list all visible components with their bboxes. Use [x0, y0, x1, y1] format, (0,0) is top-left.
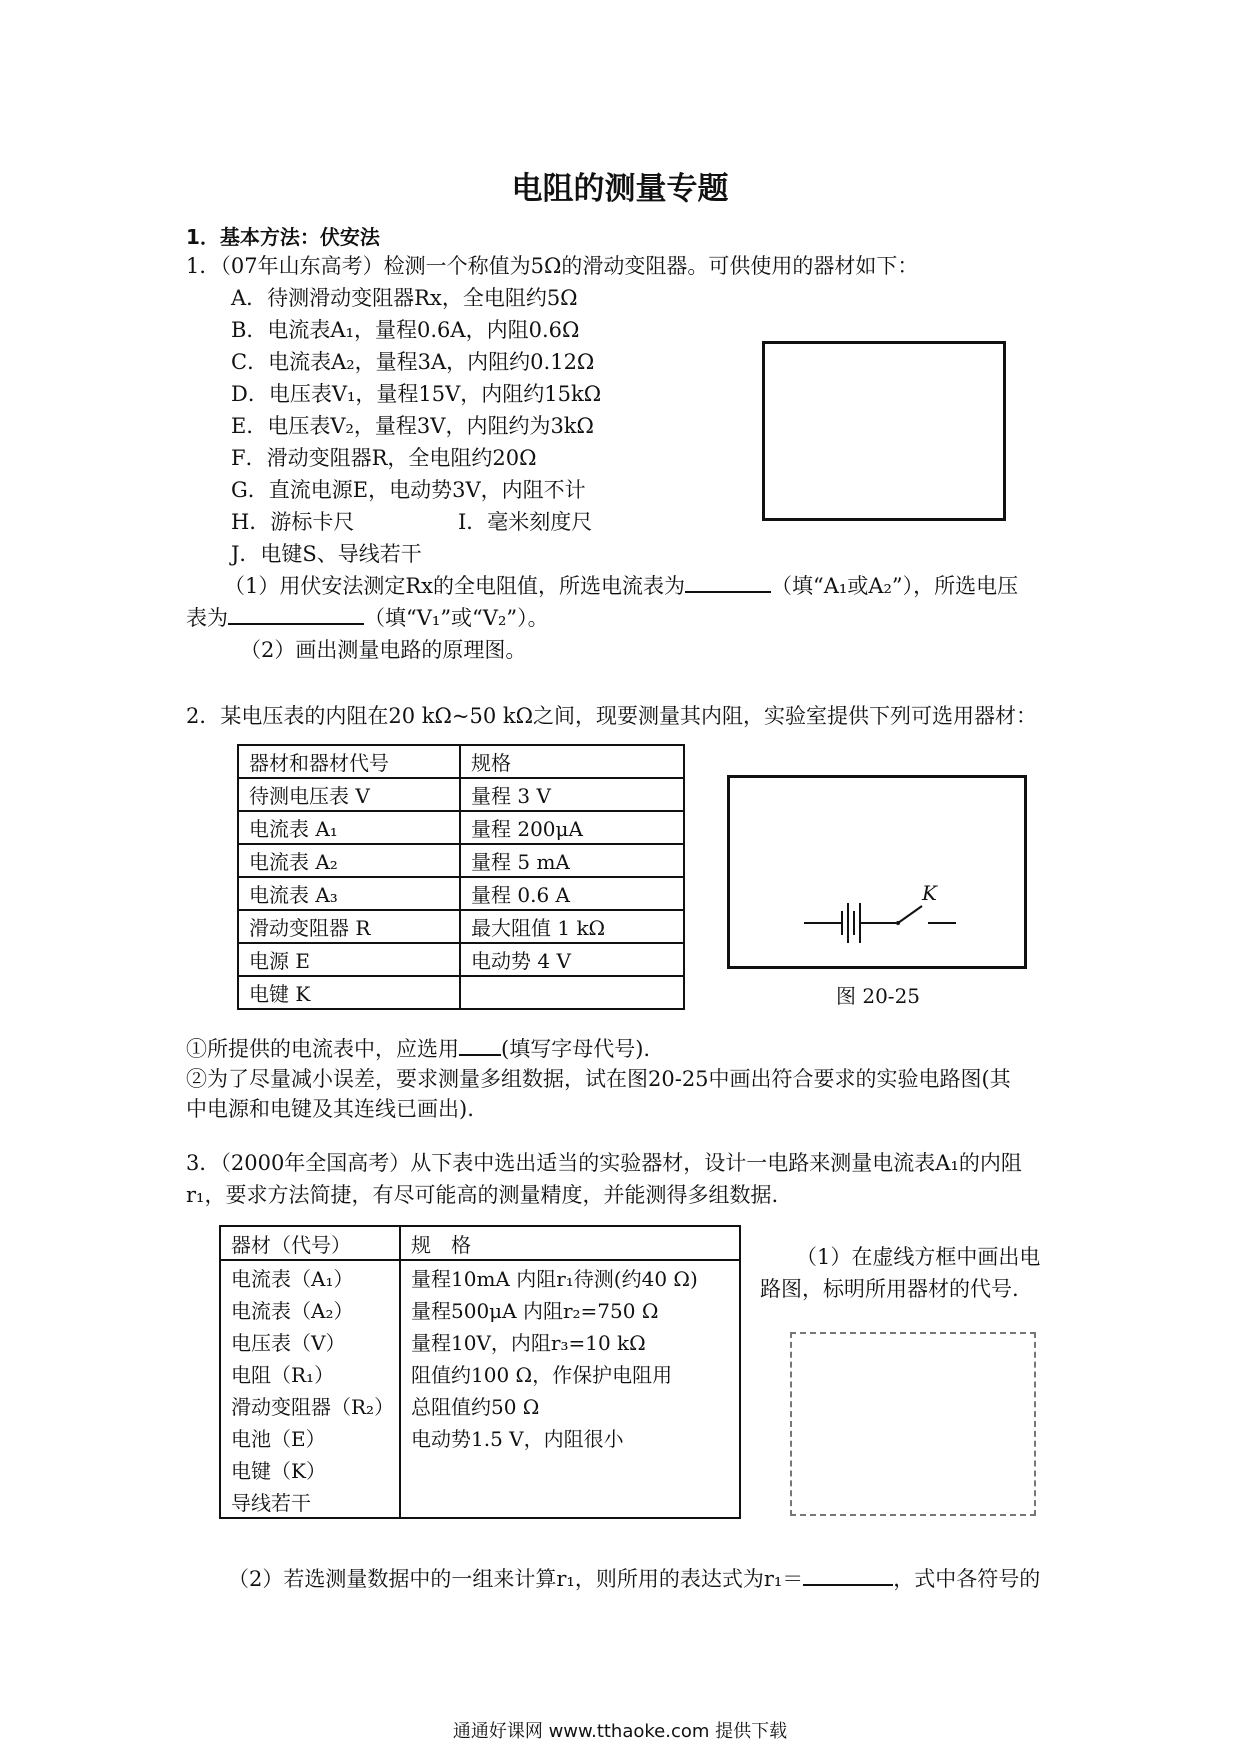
q1-sub2: （2）画出测量电路的原理图。: [240, 638, 527, 662]
table-cell: [400, 1453, 740, 1485]
table-cell: 电压表（V）: [220, 1325, 400, 1357]
page-title: 电阻的测量专题: [511, 171, 729, 207]
q1-sub1-text-a: （1）用伏安法测定Rx的全电阻值，所选电流表为: [224, 574, 686, 598]
table-cell: 滑动变阻器 R: [238, 910, 460, 943]
q2-question-a: [186, 1033, 650, 1065]
table-cell: 最大阻值 1 kΩ: [460, 910, 684, 943]
table-row: [238, 745, 684, 778]
table-cell: 电动势1.5 V，内阻很小: [411, 1426, 624, 1451]
table-row: [238, 844, 684, 877]
table-row: [220, 1389, 740, 1421]
table-cell: 电流表 A₃: [238, 877, 460, 910]
table-cell: 总阻值约50 Ω: [411, 1394, 540, 1419]
q1-item-c: C．电流表A₂，量程3A，内阻约0.12Ω: [231, 350, 595, 374]
table-row: [238, 910, 684, 943]
q3-intro-line2: r₁，要求方法简捷，有尽可能高的测量精度，并能测得多组数据.: [186, 1183, 779, 1207]
q3-equipment-table: [219, 1225, 741, 1519]
q1-intro: 1．（07年山东高考）检测一个称值为5Ω的滑动变阻器。可供使用的器材如下：: [186, 254, 919, 278]
table-cell: 量程 200μA: [460, 811, 684, 844]
table-row: [238, 877, 684, 910]
q3-blank-expression[interactable]: [803, 1566, 893, 1586]
q3-sub2-text-b: ，式中各符号的: [893, 1567, 1041, 1591]
figure-caption: 图 20-25: [836, 984, 921, 1008]
q1-item-e: E．电压表V₂，量程3V，内阻约为3kΩ: [231, 414, 594, 438]
table-row: [238, 976, 684, 1009]
q1-item-i: I．毫米刻度尺: [458, 510, 593, 534]
q3-dashed-answer-box[interactable]: [790, 1332, 1036, 1516]
q2-qa-text-b: (填写字母代号).: [501, 1037, 651, 1061]
table-cell: 电池（E）: [220, 1421, 400, 1453]
footer-text: 通通好课网 www.tthaoke.com 提供下载: [452, 1721, 788, 1742]
table-header-row: [220, 1226, 740, 1260]
table-cell: 量程500μA 内阻r₂=750 Ω: [411, 1298, 659, 1323]
table-cell: 量程10mA 内阻r₁待测(约40 Ω): [411, 1266, 698, 1291]
table-row: [220, 1357, 740, 1389]
q1-answer-box[interactable]: [762, 341, 1006, 521]
q3-side-line1: （1）在虚线方框中画出电: [796, 1245, 1041, 1269]
q1-item-g: G．直流电源E，电动势3V，内阻不计: [231, 478, 586, 502]
table-row: [238, 943, 684, 976]
table-cell: 器材和器材代号: [238, 745, 460, 778]
q1-item-a: A．待测滑动变阻器Rx，全电阻约5Ω: [231, 286, 578, 310]
q1-item-h: H．游标卡尺: [231, 510, 355, 534]
table-cell: 规格: [460, 745, 684, 778]
q2-blank-ammeter[interactable]: [459, 1036, 501, 1056]
q3-intro-line1: 3．（2000年全国高考）从下表中选出适当的实验器材，设计一电路来测量电流表A₁的内阻: [186, 1151, 1022, 1175]
switch-label: K: [922, 881, 937, 905]
table-cell: [400, 1485, 740, 1518]
table-cell: 量程 3 V: [460, 778, 684, 811]
table-cell: 电键 K: [238, 976, 460, 1009]
q3-sub2-text-a: （2）若选测量数据中的一组来计算r₁，则所用的表达式为r₁＝: [228, 1567, 804, 1591]
table-row: [220, 1325, 740, 1357]
table-cell: [460, 976, 684, 1009]
q1-blank-ammeter[interactable]: [685, 573, 771, 593]
table-header-cell: 规 格: [400, 1226, 740, 1260]
table-row: [220, 1293, 740, 1325]
table-cell: 电流表（A₁）: [220, 1260, 400, 1293]
q1-sub1-line1: [224, 570, 1018, 602]
table-cell: 电流表 A₂: [238, 844, 460, 877]
q2-figure-box[interactable]: [727, 775, 1027, 969]
table-row: [220, 1421, 740, 1453]
table-cell: 电流表（A₂）: [220, 1293, 400, 1325]
q1-sub1-text-b: （填“A₁或A₂”），所选电压: [771, 574, 1019, 598]
table-row: [220, 1260, 740, 1293]
q1-item-f: F．滑动变阻器R，全电阻约20Ω: [231, 446, 537, 470]
q2-equipment-table: [237, 744, 685, 1010]
q1-blank-voltmeter[interactable]: [228, 605, 364, 625]
table-cell: 电键（K）: [220, 1453, 400, 1485]
q2-intro: 2．某电压表的内阻在20 kΩ~50 kΩ之间，现要测量其内阻，实验室提供下列可选用器材：: [186, 704, 1038, 728]
table-cell: 电阻（R₁）: [220, 1357, 400, 1389]
table-cell: 电源 E: [238, 943, 460, 976]
q1-sub1-text-c: 表为: [186, 606, 228, 630]
battery-switch-diagram: [730, 778, 1024, 966]
q1-sub1-text-d: （填“V₁”或“V₂”）。: [364, 606, 549, 630]
section-heading: 1．基本方法：伏安法: [186, 225, 380, 249]
q1-item-d: D．电压表V₁，量程15V，内阻约15kΩ: [231, 382, 602, 406]
table-row: [220, 1453, 740, 1485]
q1-item-b: B．电流表A₁，量程0.6A，内阻0.6Ω: [231, 318, 580, 342]
q1-item-j: J．电键S、导线若干: [231, 542, 422, 566]
table-row: [238, 778, 684, 811]
table-cell: 电流表 A₁: [238, 811, 460, 844]
table-row: [238, 811, 684, 844]
q3-sub2: [228, 1563, 1040, 1595]
table-cell: 待测电压表 V: [238, 778, 460, 811]
table-row: [220, 1485, 740, 1518]
q1-sub1-line2: [186, 602, 549, 634]
q2-qa-text-a: ①所提供的电流表中，应选用: [186, 1037, 459, 1061]
table-cell: 阻值约100 Ω，作保护电阻用: [411, 1362, 673, 1387]
table-cell: 量程 0.6 A: [460, 877, 684, 910]
table-cell: 导线若干: [220, 1485, 400, 1518]
table-header-cell: 器材（代号）: [220, 1226, 400, 1260]
q2-question-b-line1: ②为了尽量减小误差，要求测量多组数据，试在图20-25中画出符合要求的实验电路图(其: [186, 1067, 1011, 1091]
table-cell: 电动势 4 V: [460, 943, 684, 976]
q2-question-b-line2: 中电源和电键及其连线已画出).: [186, 1097, 474, 1121]
q3-side-line2: 路图，标明所用器材的代号.: [760, 1277, 1019, 1301]
table-cell: 滑动变阻器（R₂）: [220, 1389, 400, 1421]
table-cell: 量程 5 mA: [460, 844, 684, 877]
table-cell: 量程10V，内阻r₃=10 kΩ: [411, 1330, 646, 1355]
